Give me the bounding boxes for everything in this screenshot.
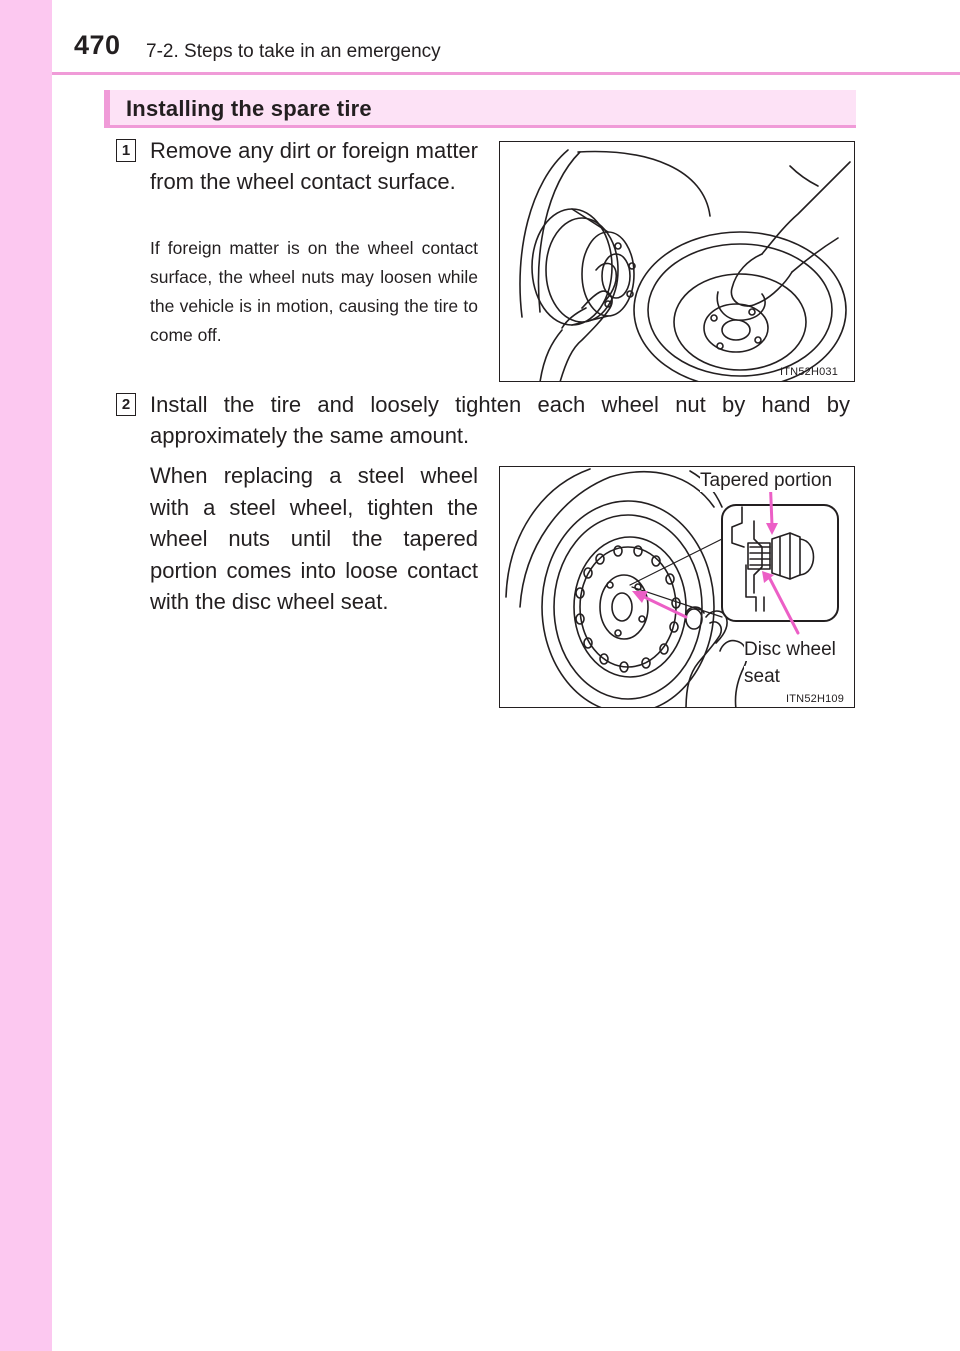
section-title: Installing the spare tire	[126, 96, 372, 121]
figure-tighten-wheel-nuts	[499, 466, 855, 708]
wheel-cleaning-illustration	[500, 142, 855, 382]
step-number-2: 2	[116, 393, 136, 416]
step-number-1: 1	[116, 139, 136, 162]
figure-code: ITN52H031	[780, 366, 839, 378]
chapter-title: 7-2. Steps to take in an emergency	[146, 41, 441, 62]
figure-clean-wheel-contact	[499, 141, 855, 382]
header-divider	[52, 72, 960, 75]
step-1-note: If foreign matter is on the wheel contact surface, the wheel nuts may loosen while the vehicle is in motion, causing the tire to come off.	[150, 238, 478, 345]
figure-code: ITN52H109	[786, 693, 845, 705]
callout-disc-wheel-seat-line1: Disc wheel	[744, 639, 836, 660]
page-header	[0, 0, 960, 74]
step-1-instruction: Remove any dirt or foreign matter from the wheel contact surface.	[150, 138, 478, 194]
step-2-note: When replacing a steel wheel with a steel wheel, tighten the wheel nuts until the tapered portion comes into loose contact with the disc wheel seat.	[150, 463, 478, 614]
section-heading-bar	[104, 90, 856, 128]
wheel-nut-illustration	[500, 467, 855, 708]
page-number: 470	[74, 30, 121, 60]
callout-tapered-portion: Tapered portion	[700, 470, 833, 491]
left-margin-band	[0, 0, 52, 1351]
step-2-instruction: Install the tire and loosely tighten each wheel nut by hand by approximately the same amount.	[150, 392, 850, 448]
callout-disc-wheel-seat-line2: seat	[744, 666, 780, 687]
